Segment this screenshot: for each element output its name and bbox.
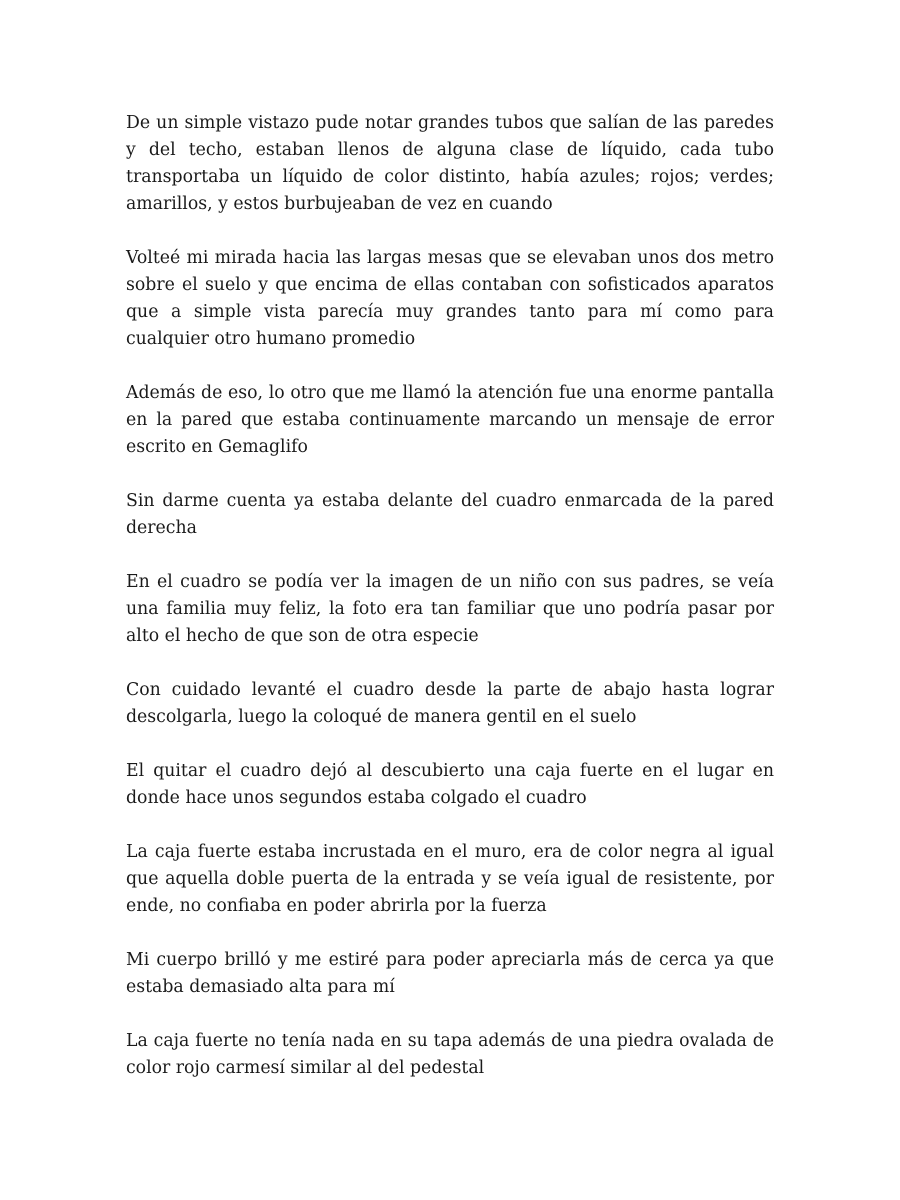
paragraph-10: La caja fuerte no tenía nada en su tapa además de una piedra ovalada de color rojo carmesí similar al del pedestal [126, 1031, 774, 1078]
paragraph-9: Mi cuerpo brilló y me estiré para poder apreciarla más de cerca ya que estaba demasiado alta para mí [126, 950, 774, 997]
paragraph-5: En el cuadro se podía ver la imagen de un niño con sus padres, se veía una familia muy feliz, la foto era tan familiar que uno podría pasar por alto el hecho de que son de otra especie [126, 572, 774, 646]
document-body [126, 110, 774, 1082]
paragraph-4: Sin darme cuenta ya estaba delante del cuadro enmarcada de la pared derecha [126, 491, 774, 538]
paragraph-6: Con cuidado levanté el cuadro desde la parte de abajo hasta lograr descolgarla, luego la coloqué de manera gentil en el suelo [126, 680, 774, 727]
paragraph-3: Además de eso, lo otro que me llamó la atención fue una enorme pantalla en la pared que estaba continuamente marcando un mensaje de error escrito en Gemaglifo [126, 383, 774, 457]
paragraph-7: El quitar el cuadro dejó al descubierto una caja fuerte en el lugar en donde hace unos segundos estaba colgado el cuadro [126, 761, 774, 808]
paragraph-2: Volteé mi mirada hacia las largas mesas que se elevaban unos dos metro sobre el suelo y que encima de ellas contaban con sofisticados aparatos que a simple vista parecía muy grandes tanto para mí como para cualquier otro humano promedio [126, 248, 774, 349]
paragraph-8: La caja fuerte estaba incrustada en el muro, era de color negra al igual que aquella doble puerta de la entrada y se veía igual de resistente, por ende, no confiaba en poder abrirla por la fuerza [126, 842, 774, 916]
paragraph-1: De un simple vistazo pude notar grandes tubos que salían de las paredes y del techo, estaban llenos de alguna clase de líquido, cada tubo transportaba un líquido de color distinto, había azules; rojos; verdes; amarillos, y estos burbujeaban de vez en cuando [126, 113, 774, 214]
